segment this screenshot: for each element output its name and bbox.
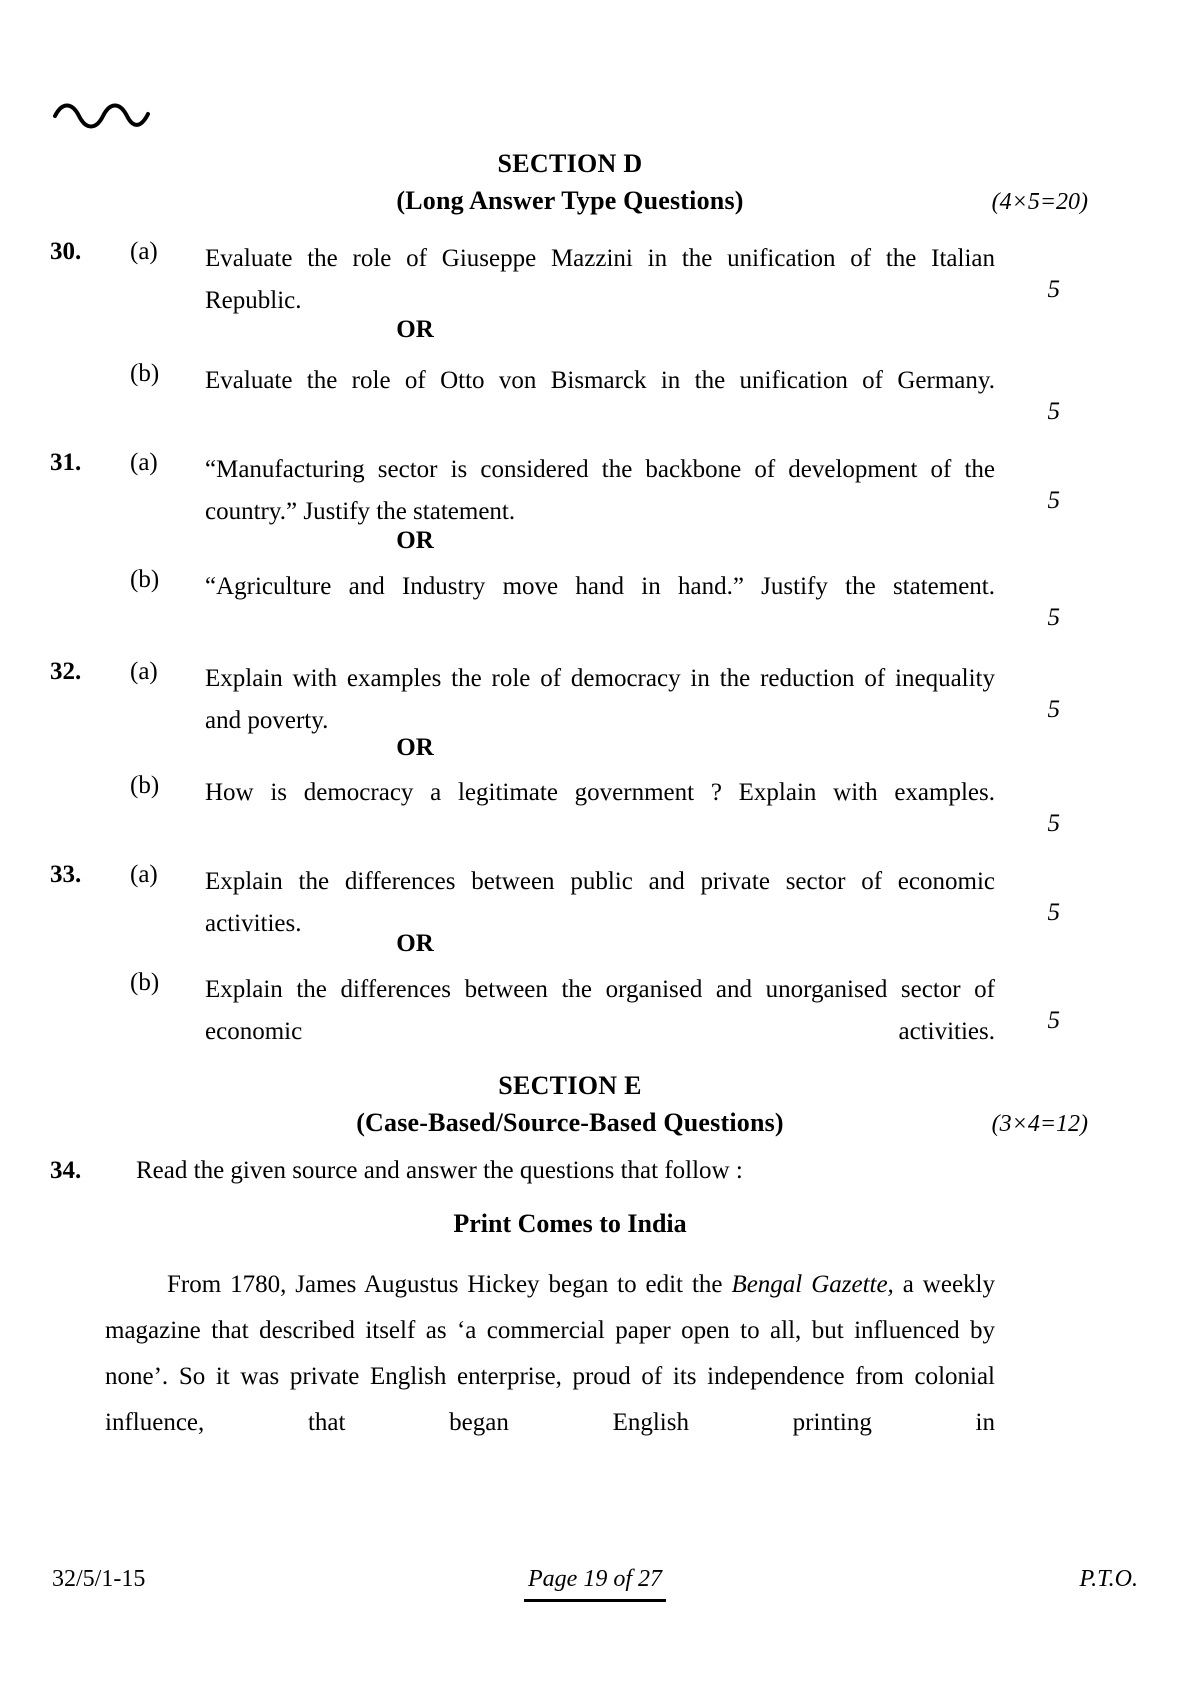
section-d-marks: (4×5=20) (991, 188, 1088, 215)
question-number: 32. (50, 658, 82, 685)
question-marks: 5 (1047, 276, 1060, 303)
section-d-subtitle: (Long Answer Type Questions) (396, 185, 744, 215)
option-label: (a) (130, 861, 158, 888)
question-text: How is democracy a legitimate government ? Explain with examples. (205, 779, 995, 806)
section-d-heading (70, 146, 1088, 220)
or-divider-31: OR (396, 527, 434, 554)
source-text-italic: Bengal Gazette, (731, 1271, 894, 1298)
question-marks: 5 (1047, 398, 1060, 425)
question-text: “Agriculture and Industry move hand in hand.” Justify the statement. (205, 573, 995, 600)
question-number: 31. (50, 449, 82, 476)
question-text: “Manufacturing sector is considered the backbone of development of the country.” Justify the statement. (205, 456, 995, 525)
source-text-part2: a weekly magazine that described itself as ‘a commercial paper open to all, but influenced by none’. So it was private English enterprise, proud of its independence from colonial influence, that began English printing in (105, 1271, 995, 1436)
question-marks: 5 (1047, 810, 1060, 837)
question-marks: 5 (1047, 487, 1060, 514)
question-number: 30. (50, 238, 82, 265)
page-number-wrap (0, 1566, 1190, 1602)
section-e-marks: (3×4=12) (991, 1110, 1088, 1137)
question-number: 34. (50, 1157, 82, 1184)
page-number: Page 19 of 27 (524, 1566, 666, 1602)
question-text: Explain the differences between public and private sector of economic activities. (205, 868, 995, 937)
wave-mark-icon (52, 96, 152, 132)
option-label: (a) (130, 449, 158, 476)
question-text: Explain with examples the role of democracy in the reduction of inequality and poverty. (205, 665, 995, 734)
question-marks: 5 (1047, 604, 1060, 631)
section-e-subtitle: (Case-Based/Source-Based Questions) (356, 1107, 784, 1137)
option-label: (b) (130, 969, 160, 996)
source-text-part1: From 1780, James Augustus Hickey began to edit the (167, 1271, 732, 1298)
source-heading: Print Comes to India (453, 1209, 687, 1238)
option-label: (a) (130, 658, 158, 685)
question-text: Evaluate the role of Giuseppe Mazzini in the unification of the Italian Republic. (205, 245, 995, 314)
page-footer (0, 1566, 1190, 1626)
section-e-title: SECTION E (498, 1071, 642, 1100)
pto-label: P.T.O. (1079, 1566, 1138, 1592)
option-label: (a) (130, 238, 158, 265)
section-d-title: SECTION D (497, 149, 643, 178)
section-e-heading (70, 1068, 1088, 1142)
or-divider-32: OR (396, 734, 434, 761)
or-divider-30: OR (396, 316, 434, 343)
option-label: (b) (130, 772, 160, 799)
question-instruction: Read the given source and answer the questions that follow : (136, 1157, 743, 1184)
question-marks: 5 (1047, 696, 1060, 723)
question-text: Evaluate the role of Otto von Bismarck in the unification of Germany. (205, 367, 995, 394)
or-divider-33: OR (396, 930, 434, 957)
paper-code: 32/5/1-15 (52, 1566, 146, 1592)
source-paragraph (105, 1262, 995, 1492)
option-label: (b) (130, 360, 160, 387)
question-marks: 5 (1047, 899, 1060, 926)
question-marks: 5 (1047, 1007, 1060, 1034)
question-number: 33. (50, 861, 82, 888)
option-label: (b) (130, 566, 160, 593)
question-text: Explain the differences between the organised and unorganised sector of economic activities. (205, 976, 995, 1045)
